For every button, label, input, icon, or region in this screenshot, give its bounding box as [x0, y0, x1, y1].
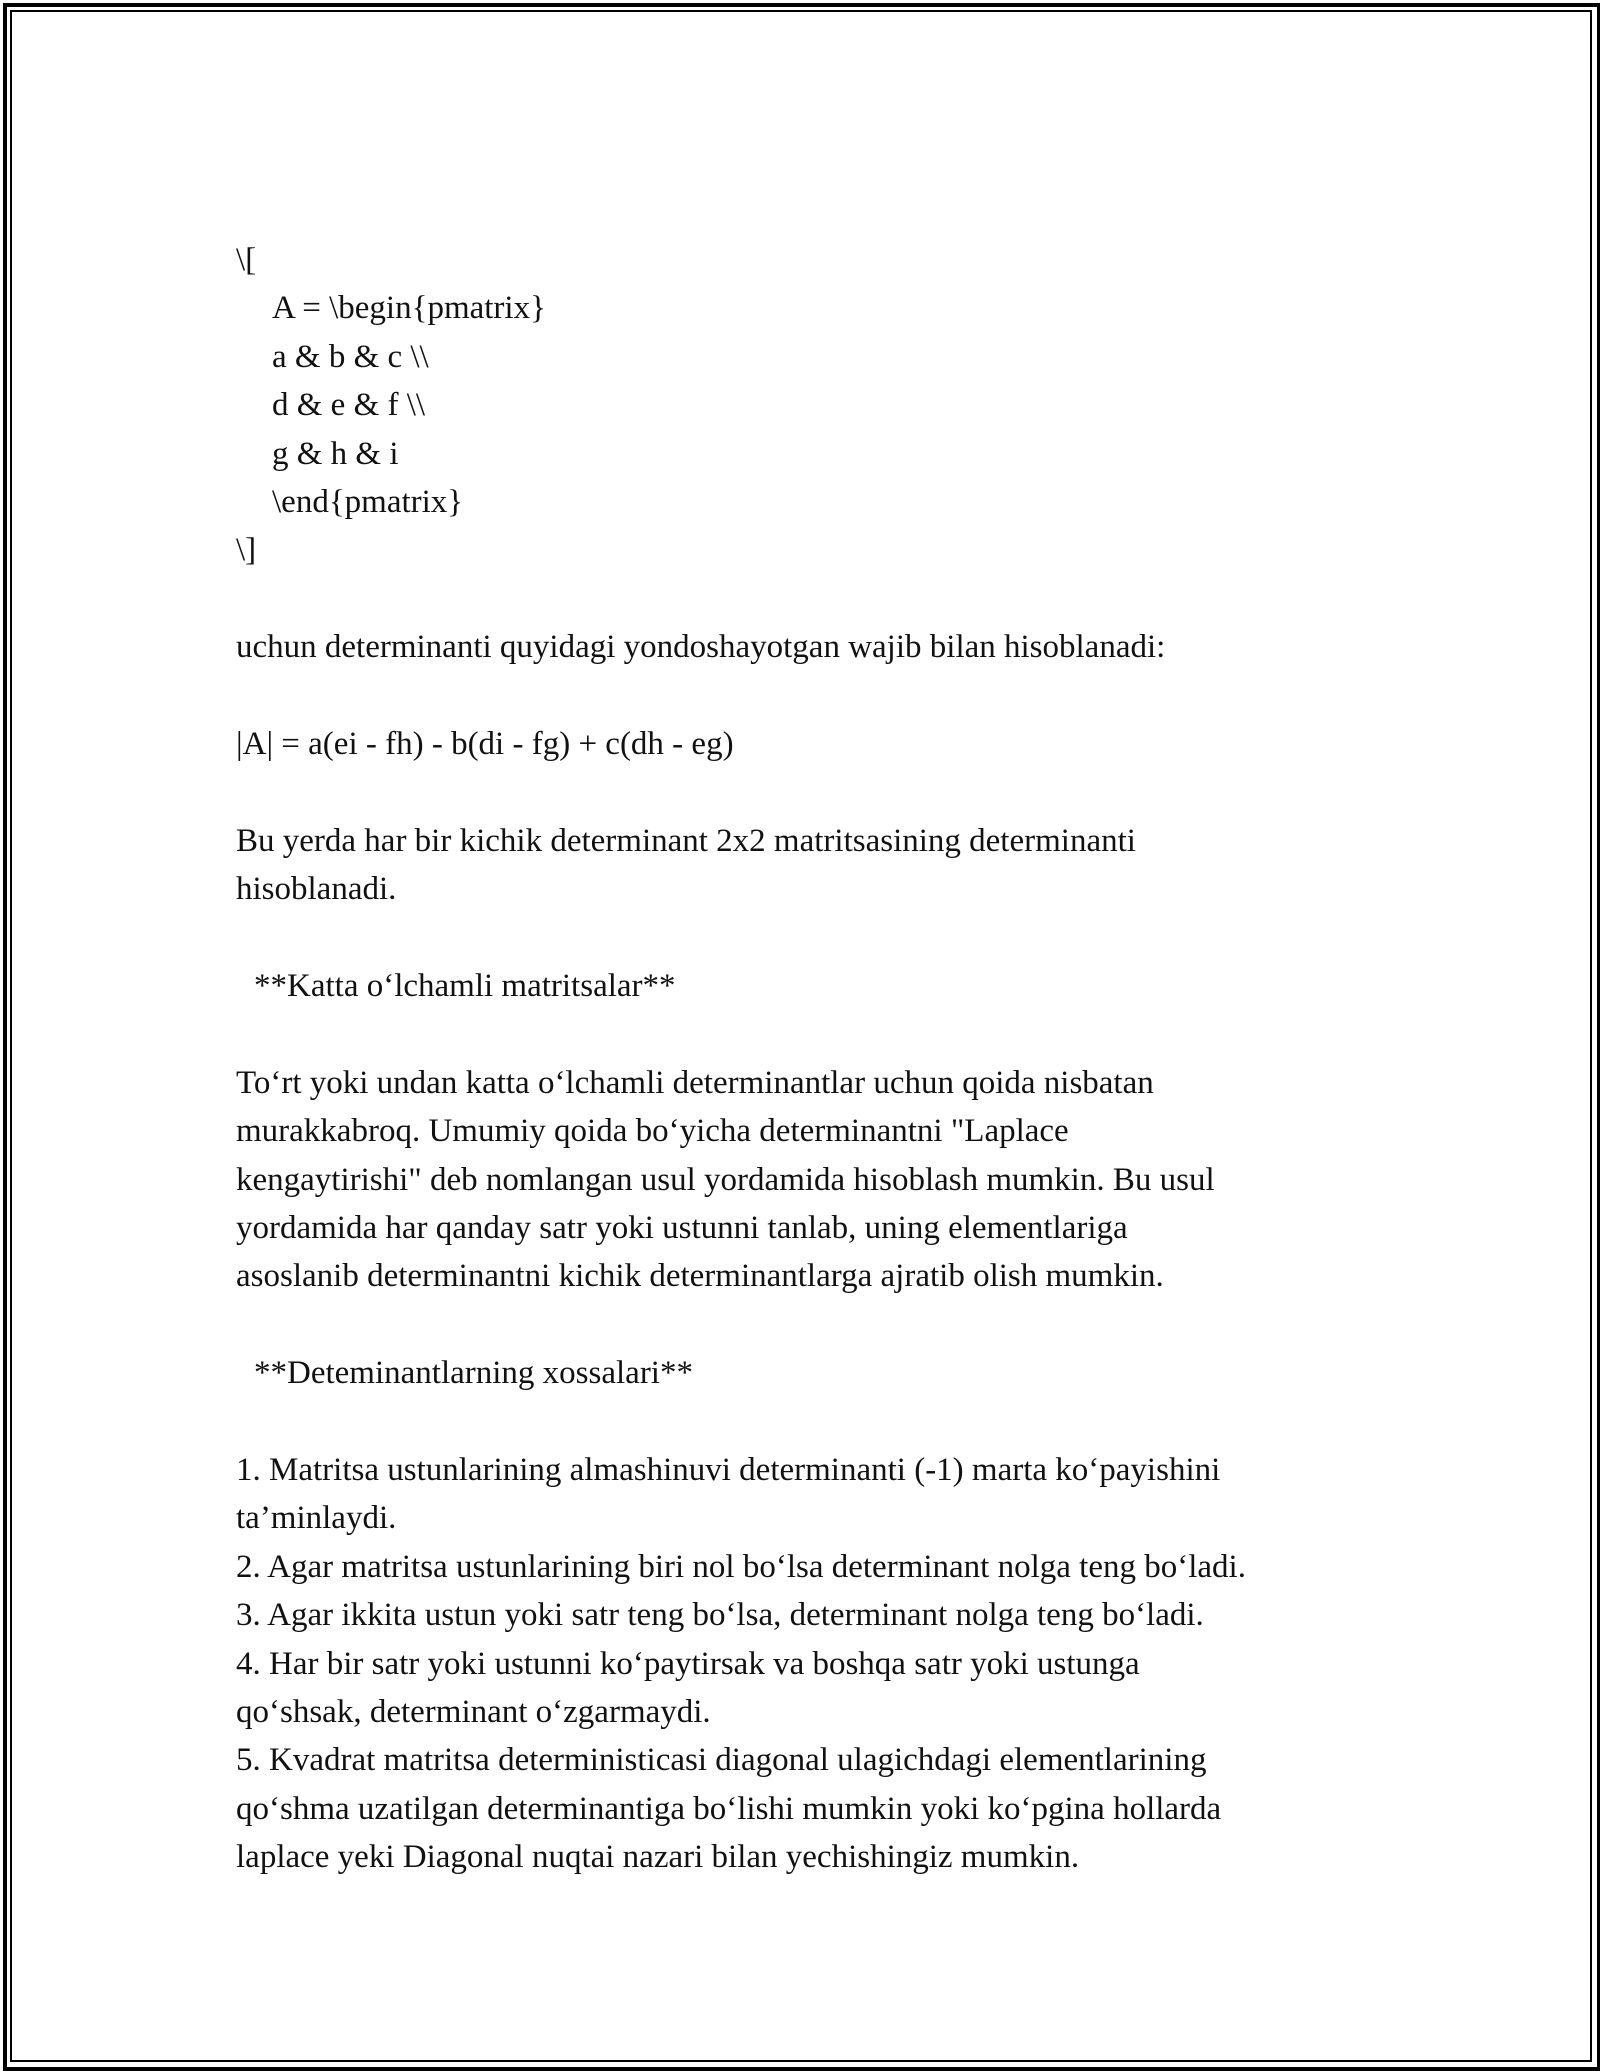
- list-item: 3. Agar ikkita ustun yoki satr teng bo‘lsa, determinant nolga teng bo‘ladi.: [236, 1597, 1204, 1634]
- latex-line: \end{pmatrix}: [272, 484, 464, 521]
- latex-line: a & b & c \\: [272, 338, 429, 375]
- heading-large-matrices: **Katta o‘lchamli matritsalar**: [254, 968, 676, 1005]
- spacer: [236, 914, 1386, 962]
- list-item: 2. Agar matritsa ustunlarining biri nol bo‘lsa determinant nolga teng bo‘ladi.: [236, 1548, 1246, 1585]
- latex-open: \[: [236, 242, 257, 278]
- paragraph-line: yordamida har qanday satr yoki ustunni tanlab, uning elementlariga: [236, 1210, 1128, 1247]
- spacer: [236, 1398, 1386, 1446]
- paragraph-line: murakkabroq. Umumiy qoida bo‘yicha determinantni "Laplace: [236, 1113, 1069, 1150]
- spacer: [236, 672, 1386, 720]
- spacer: [236, 768, 1386, 816]
- spacer: [236, 575, 1386, 623]
- list-item: 4. Har bir satr yoki ustunni ko‘paytirsak va boshqa satr yoki ustunga: [236, 1645, 1140, 1682]
- list-item: 5. Kvadrat matritsa deterministicasi diagonal ulagichdagi elementlarining: [236, 1742, 1207, 1779]
- latex-line: g & h & i: [272, 435, 399, 472]
- spacer: [236, 1010, 1386, 1058]
- document-body: [236, 236, 1386, 1882]
- latex-block: [236, 236, 1386, 575]
- spacer: [236, 1301, 1386, 1349]
- list-item: qo‘shsak, determinant o‘zgarmaydi.: [236, 1694, 711, 1731]
- list-item: qo‘shma uzatilgan determinantiga bo‘lishi mumkin yoki ko‘pgina hollarda: [236, 1790, 1222, 1827]
- paragraph-line: asoslanib determinantni kichik determinantlarga ajratib olish mumkin.: [236, 1258, 1164, 1295]
- list-item: 1. Matritsa ustunlarining almashinuvi determinanti (-1) marta ko‘payishini: [236, 1452, 1221, 1489]
- determinant-formula: |A| = a(ei - fh) - b(di - fg) + c(dh - eg): [236, 726, 734, 763]
- paragraph-line: To‘rt yoki undan katta o‘lchamli determinantlar uchun qoida nisbatan: [236, 1064, 1154, 1101]
- intro-paragraph: uchun determinanti quyidagi yondoshayotgan wajib bilan hisoblanadi:: [236, 629, 1166, 666]
- large-matrices-paragraph: [236, 1059, 1386, 1301]
- paragraph-line: hisoblanadi.: [236, 871, 397, 908]
- list-item: ta’minlaydi.: [236, 1500, 397, 1537]
- small-determinant-paragraph: [236, 817, 1386, 914]
- properties-list: [236, 1446, 1386, 1882]
- latex-line: d & e & f \\: [272, 387, 426, 424]
- paragraph-line: Bu yerda har bir kichik determinant 2x2 matritsasining determinanti: [236, 822, 1136, 859]
- latex-close: \]: [236, 532, 257, 569]
- latex-line: A = \begin{pmatrix}: [272, 290, 546, 327]
- list-item: laplace yeki Diagonal nuqtai nazari bilan yechishingiz mumkin.: [236, 1839, 1080, 1876]
- paragraph-line: kengaytirishi" deb nomlangan usul yordamida hisoblash mumkin. Bu usul: [236, 1161, 1215, 1198]
- heading-properties: **Deteminantlarning xossalari**: [254, 1355, 693, 1392]
